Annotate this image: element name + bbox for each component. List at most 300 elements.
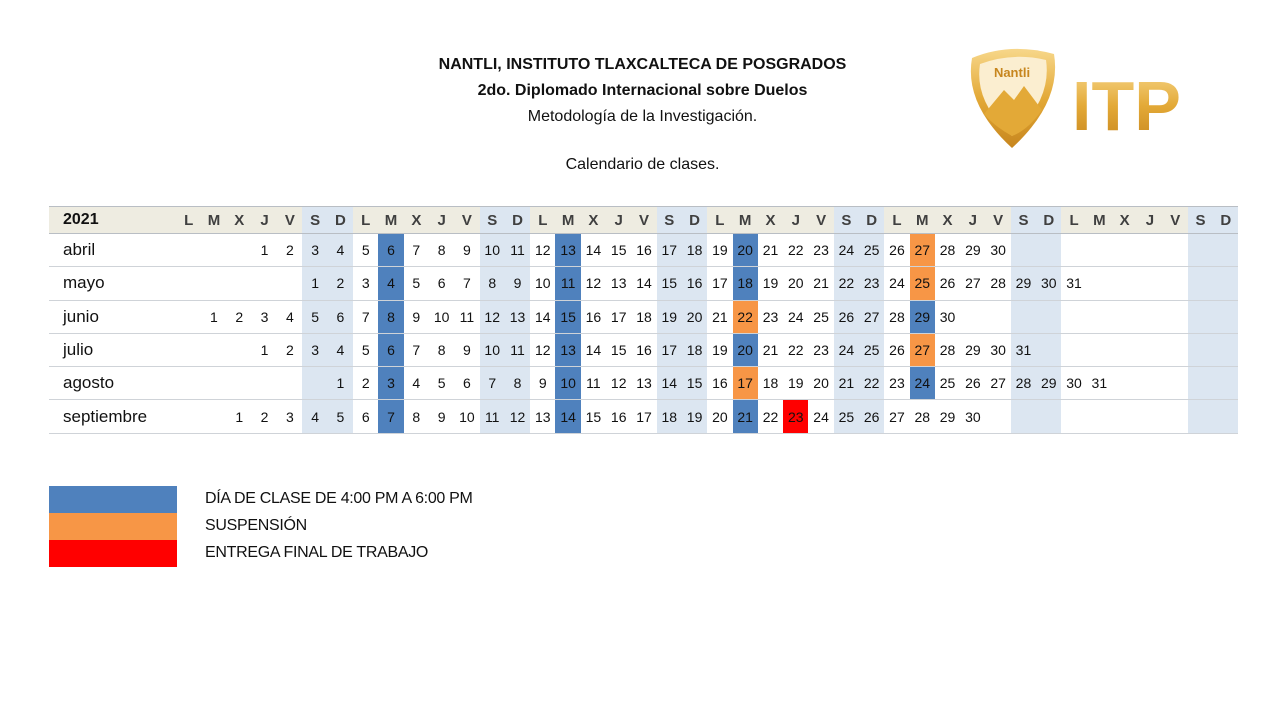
day-cell: 19 (707, 333, 732, 366)
day-cell: 22 (783, 333, 808, 366)
day-cell: 19 (682, 400, 707, 433)
day-cell: 29 (1011, 267, 1036, 300)
day-cell: 28 (935, 234, 960, 267)
empty-cell (227, 367, 252, 400)
empty-cell (1188, 400, 1213, 433)
day-cell: 20 (733, 333, 758, 366)
month-name: septiembre (49, 400, 176, 433)
empty-cell (1112, 400, 1137, 433)
day-cell: 8 (404, 400, 429, 433)
day-cell: 16 (606, 400, 631, 433)
empty-cell (1137, 333, 1162, 366)
day-cell: 5 (404, 267, 429, 300)
weekday-header: J (783, 207, 808, 234)
day-cell: 3 (277, 400, 302, 433)
weekday-header: M (201, 207, 226, 234)
weekday-header: V (454, 207, 479, 234)
day-cell: 20 (707, 400, 732, 433)
day-cell: 28 (910, 400, 935, 433)
day-cell: 14 (581, 333, 606, 366)
empty-cell (277, 267, 302, 300)
day-cell: 30 (986, 333, 1011, 366)
empty-cell (1061, 300, 1086, 333)
day-cell: 21 (758, 333, 783, 366)
day-cell: 7 (353, 300, 378, 333)
day-cell: 24 (910, 367, 935, 400)
day-cell: 8 (378, 300, 403, 333)
empty-cell (1188, 367, 1213, 400)
day-cell: 20 (682, 300, 707, 333)
day-cell: 6 (429, 267, 454, 300)
weekday-header: D (682, 207, 707, 234)
month-row (49, 300, 1238, 333)
day-cell: 9 (505, 267, 530, 300)
legend-label-class-day: DÍA DE CLASE DE 4:00 PM A 6:00 PM (205, 490, 473, 507)
weekday-header: J (429, 207, 454, 234)
weekday-header: M (1087, 207, 1112, 234)
empty-cell (1213, 234, 1238, 267)
day-cell: 1 (302, 267, 327, 300)
day-cell: 18 (631, 300, 656, 333)
legend-label-final: ENTREGA FINAL DE TRABAJO (205, 544, 429, 561)
day-cell: 18 (758, 367, 783, 400)
weekday-header: X (758, 207, 783, 234)
day-cell: 17 (631, 400, 656, 433)
day-cell: 14 (631, 267, 656, 300)
day-cell: 27 (859, 300, 884, 333)
weekday-header: S (834, 207, 859, 234)
empty-cell (176, 234, 201, 267)
day-cell: 15 (657, 267, 682, 300)
weekday-header: L (707, 207, 732, 234)
weekday-header: D (859, 207, 884, 234)
day-cell: 10 (480, 333, 505, 366)
weekday-header: S (1188, 207, 1213, 234)
empty-cell (1112, 367, 1137, 400)
month-name: julio (49, 333, 176, 366)
subject-title: Metodología de la Investigación. (527, 108, 758, 125)
weekday-header: S (302, 207, 327, 234)
weekday-header: X (935, 207, 960, 234)
empty-cell (1112, 300, 1137, 333)
empty-cell (302, 367, 327, 400)
day-cell: 5 (328, 400, 353, 433)
day-cell: 9 (454, 234, 479, 267)
day-cell: 10 (555, 367, 580, 400)
weekday-header: L (530, 207, 555, 234)
day-cell: 10 (480, 234, 505, 267)
day-cell: 6 (378, 234, 403, 267)
day-cell: 12 (530, 333, 555, 366)
day-cell: 27 (986, 367, 1011, 400)
month-row (49, 400, 1238, 433)
empty-cell (1163, 333, 1188, 366)
day-cell: 23 (859, 267, 884, 300)
empty-cell (1112, 234, 1137, 267)
day-cell: 3 (378, 367, 403, 400)
empty-cell (1163, 234, 1188, 267)
empty-cell (1087, 300, 1112, 333)
day-cell: 6 (454, 367, 479, 400)
day-cell: 5 (353, 234, 378, 267)
day-cell: 30 (986, 234, 1011, 267)
day-cell: 12 (581, 267, 606, 300)
day-cell: 2 (277, 234, 302, 267)
day-cell: 6 (353, 400, 378, 433)
weekday-header: J (252, 207, 277, 234)
empty-cell (1036, 400, 1061, 433)
empty-cell (201, 400, 226, 433)
empty-cell (1036, 234, 1061, 267)
day-cell: 19 (657, 300, 682, 333)
day-cell: 21 (808, 267, 833, 300)
weekday-header: M (910, 207, 935, 234)
day-cell: 30 (1036, 267, 1061, 300)
weekday-header: X (581, 207, 606, 234)
day-cell: 17 (707, 267, 732, 300)
day-cell: 3 (353, 267, 378, 300)
day-cell: 1 (252, 234, 277, 267)
empty-cell (986, 300, 1011, 333)
empty-cell (176, 400, 201, 433)
day-cell: 4 (277, 300, 302, 333)
legend-label-suspension: SUSPENSIÓN (205, 517, 307, 534)
day-cell: 25 (935, 367, 960, 400)
day-cell: 5 (302, 300, 327, 333)
logo-word: ITP (1072, 67, 1181, 145)
empty-cell (1087, 400, 1112, 433)
day-cell: 23 (884, 367, 909, 400)
day-cell: 6 (328, 300, 353, 333)
legend-swatch-final (49, 540, 177, 567)
weekday-header: M (555, 207, 580, 234)
class-calendar (49, 206, 1238, 434)
empty-cell (1087, 267, 1112, 300)
empty-cell (1163, 367, 1188, 400)
day-cell: 29 (910, 300, 935, 333)
empty-cell (277, 367, 302, 400)
day-cell: 15 (606, 234, 631, 267)
empty-cell (1188, 333, 1213, 366)
empty-cell (1213, 300, 1238, 333)
empty-cell (1061, 400, 1086, 433)
day-cell: 29 (935, 400, 960, 433)
empty-cell (960, 300, 985, 333)
day-cell: 20 (783, 267, 808, 300)
empty-cell (1213, 267, 1238, 300)
empty-cell (227, 234, 252, 267)
weekday-header: M (733, 207, 758, 234)
weekday-header: V (631, 207, 656, 234)
day-cell: 9 (429, 400, 454, 433)
empty-cell (1213, 333, 1238, 366)
day-cell: 26 (834, 300, 859, 333)
empty-cell (252, 267, 277, 300)
day-cell: 12 (480, 300, 505, 333)
day-cell: 13 (555, 234, 580, 267)
day-cell: 18 (657, 400, 682, 433)
day-cell: 25 (859, 333, 884, 366)
empty-cell (1188, 267, 1213, 300)
day-cell: 29 (1036, 367, 1061, 400)
day-cell: 23 (808, 333, 833, 366)
empty-cell (176, 367, 201, 400)
empty-cell (201, 234, 226, 267)
day-cell: 24 (834, 234, 859, 267)
day-cell: 4 (302, 400, 327, 433)
weekday-header: V (277, 207, 302, 234)
day-cell: 1 (328, 367, 353, 400)
day-cell: 13 (555, 333, 580, 366)
day-cell: 18 (733, 267, 758, 300)
day-cell: 29 (960, 333, 985, 366)
month-row (49, 367, 1238, 400)
day-cell: 17 (657, 333, 682, 366)
month-name: abril (49, 234, 176, 267)
weekday-header: L (1061, 207, 1086, 234)
day-cell: 22 (834, 267, 859, 300)
day-cell: 28 (1011, 367, 1036, 400)
empty-cell (1137, 400, 1162, 433)
month-row (49, 333, 1238, 366)
empty-cell (1087, 234, 1112, 267)
day-cell: 2 (353, 367, 378, 400)
day-cell: 1 (201, 300, 226, 333)
day-cell: 22 (783, 234, 808, 267)
day-cell: 9 (454, 333, 479, 366)
empty-cell (1011, 234, 1036, 267)
empty-cell (227, 333, 252, 366)
empty-cell (1011, 300, 1036, 333)
day-cell: 18 (682, 333, 707, 366)
day-cell: 30 (960, 400, 985, 433)
day-cell: 24 (834, 333, 859, 366)
day-cell: 30 (1061, 367, 1086, 400)
month-name: junio (49, 300, 176, 333)
day-cell: 15 (581, 400, 606, 433)
empty-cell (1213, 400, 1238, 433)
day-cell: 31 (1011, 333, 1036, 366)
day-cell: 22 (859, 367, 884, 400)
day-cell: 15 (555, 300, 580, 333)
day-cell: 9 (404, 300, 429, 333)
day-cell: 7 (454, 267, 479, 300)
day-cell: 26 (884, 333, 909, 366)
day-cell: 13 (530, 400, 555, 433)
day-cell: 3 (302, 234, 327, 267)
day-cell: 22 (758, 400, 783, 433)
empty-cell (201, 333, 226, 366)
weekday-header: L (884, 207, 909, 234)
day-cell: 15 (682, 367, 707, 400)
day-cell: 17 (606, 300, 631, 333)
weekday-header: V (808, 207, 833, 234)
day-cell: 14 (555, 400, 580, 433)
day-cell: 6 (378, 333, 403, 366)
weekday-header: J (1137, 207, 1162, 234)
day-cell: 13 (505, 300, 530, 333)
empty-cell (1163, 267, 1188, 300)
day-cell: 4 (328, 234, 353, 267)
weekday-header: S (480, 207, 505, 234)
day-cell: 10 (429, 300, 454, 333)
day-cell: 2 (277, 333, 302, 366)
empty-cell (176, 333, 201, 366)
day-cell: 2 (252, 400, 277, 433)
day-cell: 5 (429, 367, 454, 400)
day-cell: 15 (606, 333, 631, 366)
empty-cell (1061, 234, 1086, 267)
day-cell: 11 (505, 333, 530, 366)
empty-cell (1112, 267, 1137, 300)
day-cell: 26 (935, 267, 960, 300)
empty-cell (1112, 333, 1137, 366)
day-cell: 17 (733, 367, 758, 400)
day-cell: 12 (505, 400, 530, 433)
day-cell: 11 (454, 300, 479, 333)
day-cell: 11 (505, 234, 530, 267)
day-cell: 20 (733, 234, 758, 267)
day-cell: 11 (581, 367, 606, 400)
weekday-header: D (328, 207, 353, 234)
weekday-header: J (606, 207, 631, 234)
day-cell: 7 (404, 234, 429, 267)
day-cell: 25 (808, 300, 833, 333)
day-cell: 31 (1087, 367, 1112, 400)
legend-swatch-class-day (49, 486, 177, 513)
day-cell: 28 (935, 333, 960, 366)
day-cell: 16 (631, 333, 656, 366)
month-row (49, 234, 1238, 267)
day-cell: 30 (935, 300, 960, 333)
day-cell: 27 (960, 267, 985, 300)
empty-cell (201, 367, 226, 400)
weekday-header: S (1011, 207, 1036, 234)
day-cell: 26 (960, 367, 985, 400)
day-cell: 16 (682, 267, 707, 300)
weekday-header: M (378, 207, 403, 234)
day-cell: 28 (884, 300, 909, 333)
empty-cell (1213, 367, 1238, 400)
weekday-header: V (1163, 207, 1188, 234)
day-cell: 1 (227, 400, 252, 433)
weekday-header: D (1036, 207, 1061, 234)
month-row (49, 267, 1238, 300)
itp-logo (962, 44, 1222, 156)
course-title: 2do. Diplomado Internacional sobre Duelos (477, 82, 808, 99)
day-cell: 25 (834, 400, 859, 433)
day-cell: 4 (328, 333, 353, 366)
day-cell: 14 (581, 234, 606, 267)
day-cell: 29 (960, 234, 985, 267)
empty-cell (1036, 333, 1061, 366)
day-cell: 13 (606, 267, 631, 300)
day-cell: 12 (530, 234, 555, 267)
empty-cell (201, 267, 226, 300)
schedule-title: Calendario de clases. (565, 156, 720, 173)
day-cell: 23 (758, 300, 783, 333)
weekday-header: X (404, 207, 429, 234)
empty-cell (986, 400, 1011, 433)
day-cell: 27 (910, 333, 935, 366)
day-cell: 21 (707, 300, 732, 333)
day-cell: 28 (986, 267, 1011, 300)
day-cell: 14 (657, 367, 682, 400)
day-cell: 5 (353, 333, 378, 366)
day-cell: 23 (808, 234, 833, 267)
empty-cell (1188, 234, 1213, 267)
weekday-header: S (657, 207, 682, 234)
day-cell: 7 (378, 400, 403, 433)
day-cell: 11 (555, 267, 580, 300)
weekday-header: L (353, 207, 378, 234)
day-cell: 21 (758, 234, 783, 267)
day-cell: 3 (302, 333, 327, 366)
weekday-header: V (986, 207, 1011, 234)
day-cell: 18 (682, 234, 707, 267)
day-cell: 2 (328, 267, 353, 300)
year-label: 2021 (49, 207, 176, 234)
empty-cell (1137, 367, 1162, 400)
day-cell: 27 (910, 234, 935, 267)
logo-emblem-text: Nantli (993, 65, 1031, 80)
day-cell: 8 (429, 333, 454, 366)
weekday-header: L (176, 207, 201, 234)
day-cell: 12 (606, 367, 631, 400)
empty-cell (1137, 267, 1162, 300)
day-cell: 25 (859, 234, 884, 267)
day-cell: 19 (707, 234, 732, 267)
day-cell: 16 (707, 367, 732, 400)
day-cell: 1 (252, 333, 277, 366)
day-cell: 19 (783, 367, 808, 400)
empty-cell (227, 267, 252, 300)
day-cell: 23 (783, 400, 808, 433)
empty-cell (1137, 300, 1162, 333)
day-cell: 16 (631, 234, 656, 267)
weekday-header: X (227, 207, 252, 234)
empty-cell (176, 300, 201, 333)
empty-cell (1163, 300, 1188, 333)
weekday-header: D (1213, 207, 1238, 234)
day-cell: 14 (530, 300, 555, 333)
empty-cell (1011, 400, 1036, 433)
day-cell: 20 (808, 367, 833, 400)
day-cell: 4 (378, 267, 403, 300)
day-cell: 16 (581, 300, 606, 333)
day-cell: 3 (252, 300, 277, 333)
weekday-header: J (960, 207, 985, 234)
day-cell: 19 (758, 267, 783, 300)
day-cell: 24 (884, 267, 909, 300)
day-cell: 31 (1061, 267, 1086, 300)
day-cell: 21 (834, 367, 859, 400)
day-cell: 24 (808, 400, 833, 433)
weekday-header: D (505, 207, 530, 234)
empty-cell (176, 267, 201, 300)
empty-cell (1061, 333, 1086, 366)
day-cell: 4 (404, 367, 429, 400)
day-cell: 11 (480, 400, 505, 433)
day-cell: 26 (859, 400, 884, 433)
day-cell: 10 (530, 267, 555, 300)
day-cell: 8 (429, 234, 454, 267)
day-cell: 2 (227, 300, 252, 333)
day-cell: 7 (480, 367, 505, 400)
empty-cell (1137, 234, 1162, 267)
empty-cell (1188, 300, 1213, 333)
empty-cell (1163, 400, 1188, 433)
